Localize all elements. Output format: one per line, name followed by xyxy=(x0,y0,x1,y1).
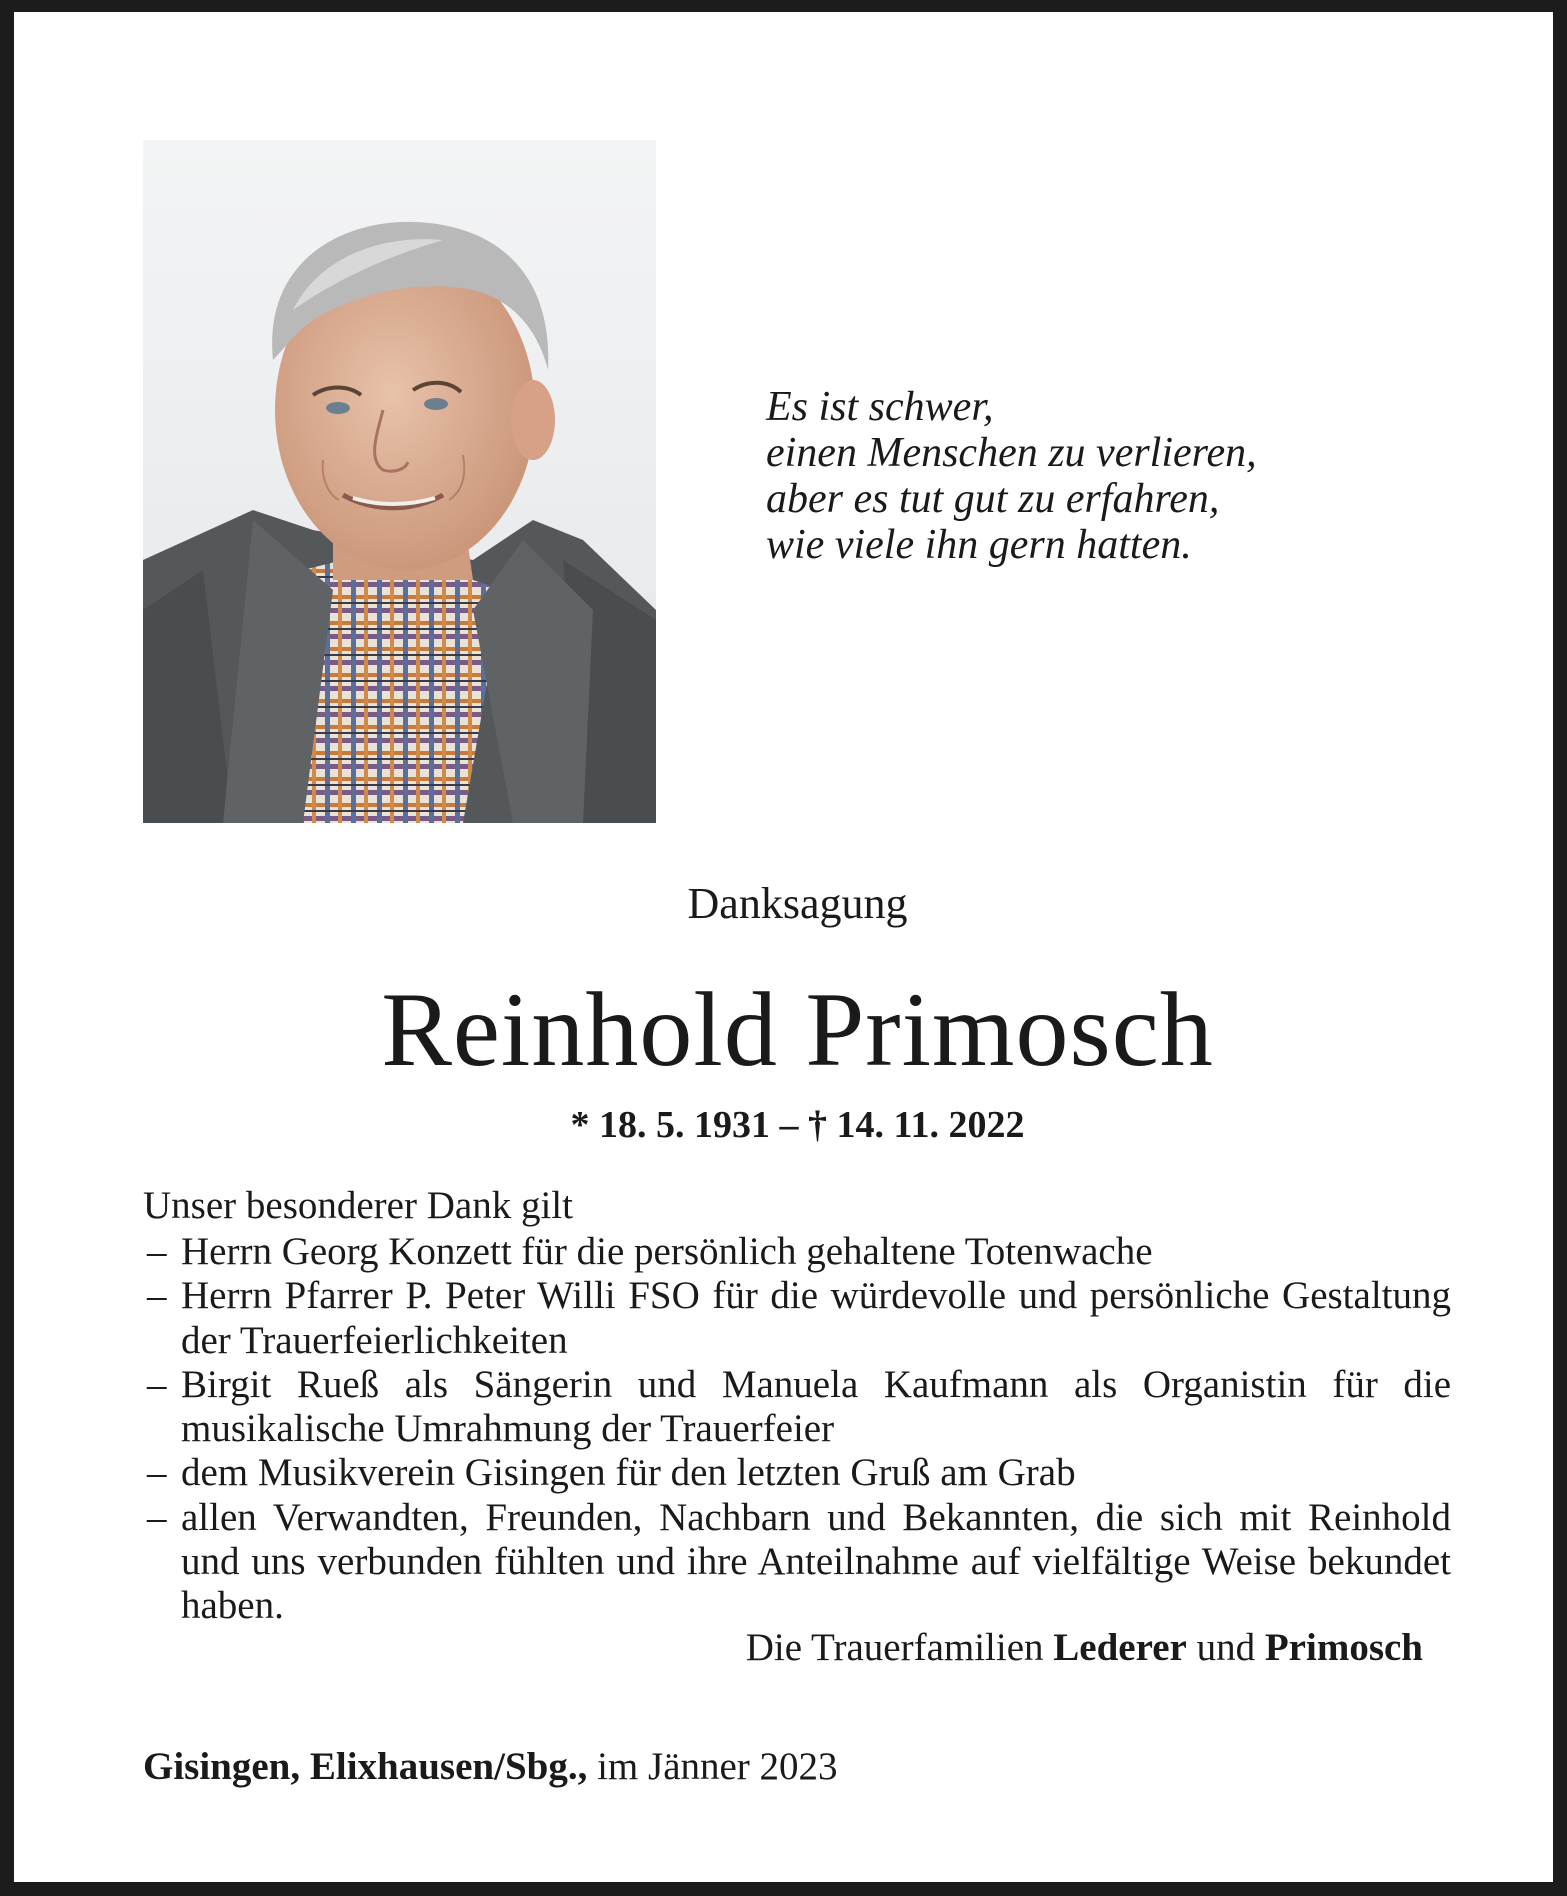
life-dates: * 18. 5. 1931 – † 14. 11. 2022 xyxy=(570,1104,1025,1146)
family-name-primosch: Primosch xyxy=(1264,1626,1423,1669)
family-signoff xyxy=(746,1623,1423,1673)
thanks-item xyxy=(143,1496,1451,1629)
heading-danksagung: Danksagung xyxy=(687,879,908,928)
thanks-item xyxy=(143,1230,1451,1274)
thanks-intro: Unser besonderer Dank gilt xyxy=(143,1184,573,1227)
thanks-item-text: allen Verwandten, Freunden, Nachbarn und Bekannten, die sich mit Reinhold und uns verbunden fühlten und ihre Anteilnahme auf vielfältige Weise bekundet haben. xyxy=(181,1495,1451,1628)
signoff-connector: und xyxy=(1196,1626,1256,1669)
place-and-date xyxy=(143,1742,838,1792)
poem-line: Es ist schwer, xyxy=(766,384,994,430)
bullet-dash: – xyxy=(147,1362,167,1406)
thanks-list xyxy=(143,1230,1451,1629)
portrait-photo xyxy=(143,140,656,823)
thanks-item-text: Birgit Rueß als Sängerin und Manuela Kaufmann als Organistin für die musikalische Umrahmung der Trauerfeier xyxy=(181,1362,1451,1451)
thanks-item xyxy=(143,1363,1451,1452)
thanks-item xyxy=(143,1274,1451,1363)
bullet-dash: – xyxy=(147,1274,167,1318)
thanks-item-text: Herrn Georg Konzett für die persönlich gehaltene Totenwache xyxy=(181,1230,1153,1273)
poem-line: einen Menschen zu verlieren, xyxy=(766,430,1257,476)
place-text: Gisingen, Elixhausen/Sbg., xyxy=(143,1745,588,1788)
thanks-item-text: Herrn Pfarrer P. Peter Willi FSO für die würdevolle und persönliche Gestaltung der Trauerfeierlichkeiten xyxy=(181,1274,1451,1362)
thanks-item-text: dem Musikverein Gisingen für den letzten Gruß am Grab xyxy=(181,1451,1076,1495)
bullet-dash: – xyxy=(147,1451,167,1495)
date-text: im Jänner 2023 xyxy=(597,1745,838,1788)
signoff-prefix: Die Trauerfamilien xyxy=(745,1626,1044,1669)
family-name-lederer: Lederer xyxy=(1053,1626,1187,1669)
memorial-poem xyxy=(766,384,1257,568)
poem-line: wie viele ihn gern hatten. xyxy=(766,522,1192,568)
bullet-dash: – xyxy=(147,1230,167,1273)
bullet-dash: – xyxy=(147,1495,167,1539)
deceased-name: Reinhold Primosch xyxy=(381,971,1214,1088)
thanks-item xyxy=(143,1451,1451,1495)
poem-line: aber es tut gut zu erfahren, xyxy=(766,476,1220,522)
